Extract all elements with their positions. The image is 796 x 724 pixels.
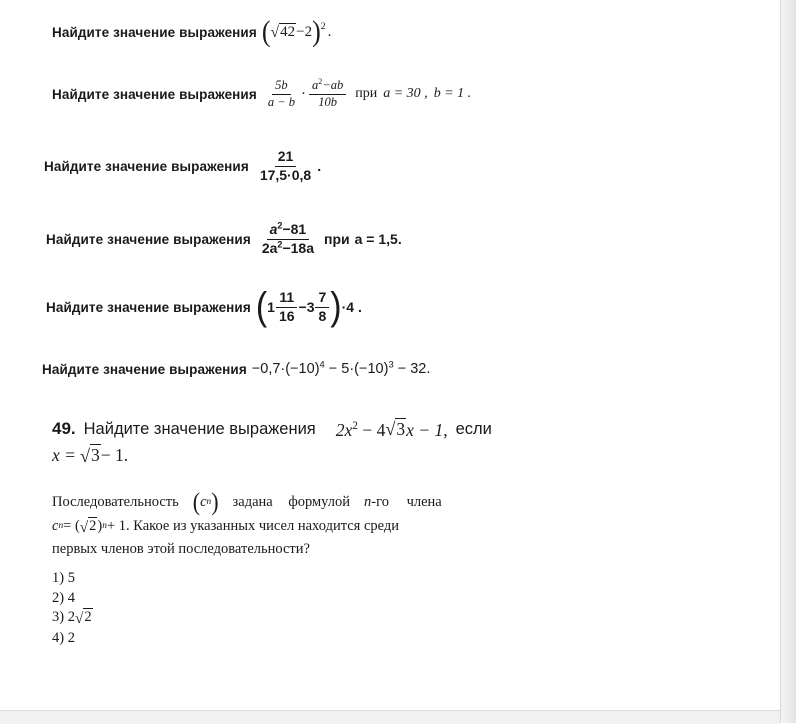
- option-2: 2) 4: [52, 589, 75, 606]
- bottom-page-edge: [0, 710, 780, 724]
- sequence-line-2: c n = ( √ 2 ) n + 1. Какое из указанных чисел находится среди: [52, 517, 400, 536]
- problem-1: [52, 14, 332, 49]
- problem-3-prompt: Найдите значение выражения: [44, 158, 249, 174]
- problem-5-expression: ( 1 $\frac{11}{16}$ −3 $\frac{7}{8}$ ) ·4 .: [255, 285, 362, 329]
- problem-2: Найдите значение выражения $\frac{5b}{a - b}$ · $\frac{a^2-ab}{10b}$ при a = 30 , b = 1 .: [52, 76, 472, 109]
- sequence-line-1: Последовательность ( c n ) задана формулой n -го члена: [52, 487, 442, 516]
- problem-5-prompt: Найдите значение выражения: [46, 299, 251, 315]
- problem-49-expression: $2x^2 - 4$ √ 3 x − 1,: [335, 418, 448, 440]
- sequence-line-3: первых членов этой последовательности?: [52, 540, 310, 557]
- problem-1-prompt: Найдите значение выражения: [52, 24, 257, 40]
- problem-4: Найдите значение выражения $\frac{a^2-81}{2a^2-18a}$ при a = 1,5.: [46, 220, 402, 256]
- problem-6: [42, 358, 430, 380]
- problem-6-prompt: Найдите значение выражения: [42, 361, 247, 377]
- problem-49-line-2: x = √ 3 − 1.: [52, 444, 129, 467]
- fraction-21: $\frac{21}{17,5\cdot 0,8}$: [259, 148, 312, 183]
- problem-5: [46, 286, 362, 328]
- option-3: 3) 2 √ 2: [52, 608, 92, 627]
- fraction-a2-ab: $\frac{a^2-ab}{10b}$: [309, 79, 346, 110]
- problem-6-expression: $-0,7\cdot(-10)^4 - 5\cdot(-10)^3 - 32$.: [251, 358, 431, 377]
- right-page-edge: [780, 0, 796, 723]
- problem-4-prompt: Найдите значение выражения: [46, 231, 251, 247]
- option-1: 1) 5: [52, 569, 75, 586]
- problem-49-line-1: 49. Найдите значение выражения $2x^2 - 4$ √ 3 x − 1, если: [52, 418, 492, 440]
- sqrt-42: √ 42: [270, 23, 296, 42]
- problem-3: Найдите значение выражения $\frac{21}{17,5\cdot 0,8}$ .: [44, 148, 322, 183]
- problem-2-prompt: Найдите значение выражения: [52, 86, 257, 102]
- problem-1-expression: ( √ 42 −2 ) 2 .: [261, 14, 332, 49]
- fraction-5b: $\frac{5b}{a - b}$: [267, 77, 295, 109]
- problem-49-number: 49.: [52, 419, 76, 438]
- option-4: 4) 2: [52, 629, 75, 646]
- fraction-a2-81: $\frac{a^2-81}{2a^2-18a}$: [261, 220, 314, 256]
